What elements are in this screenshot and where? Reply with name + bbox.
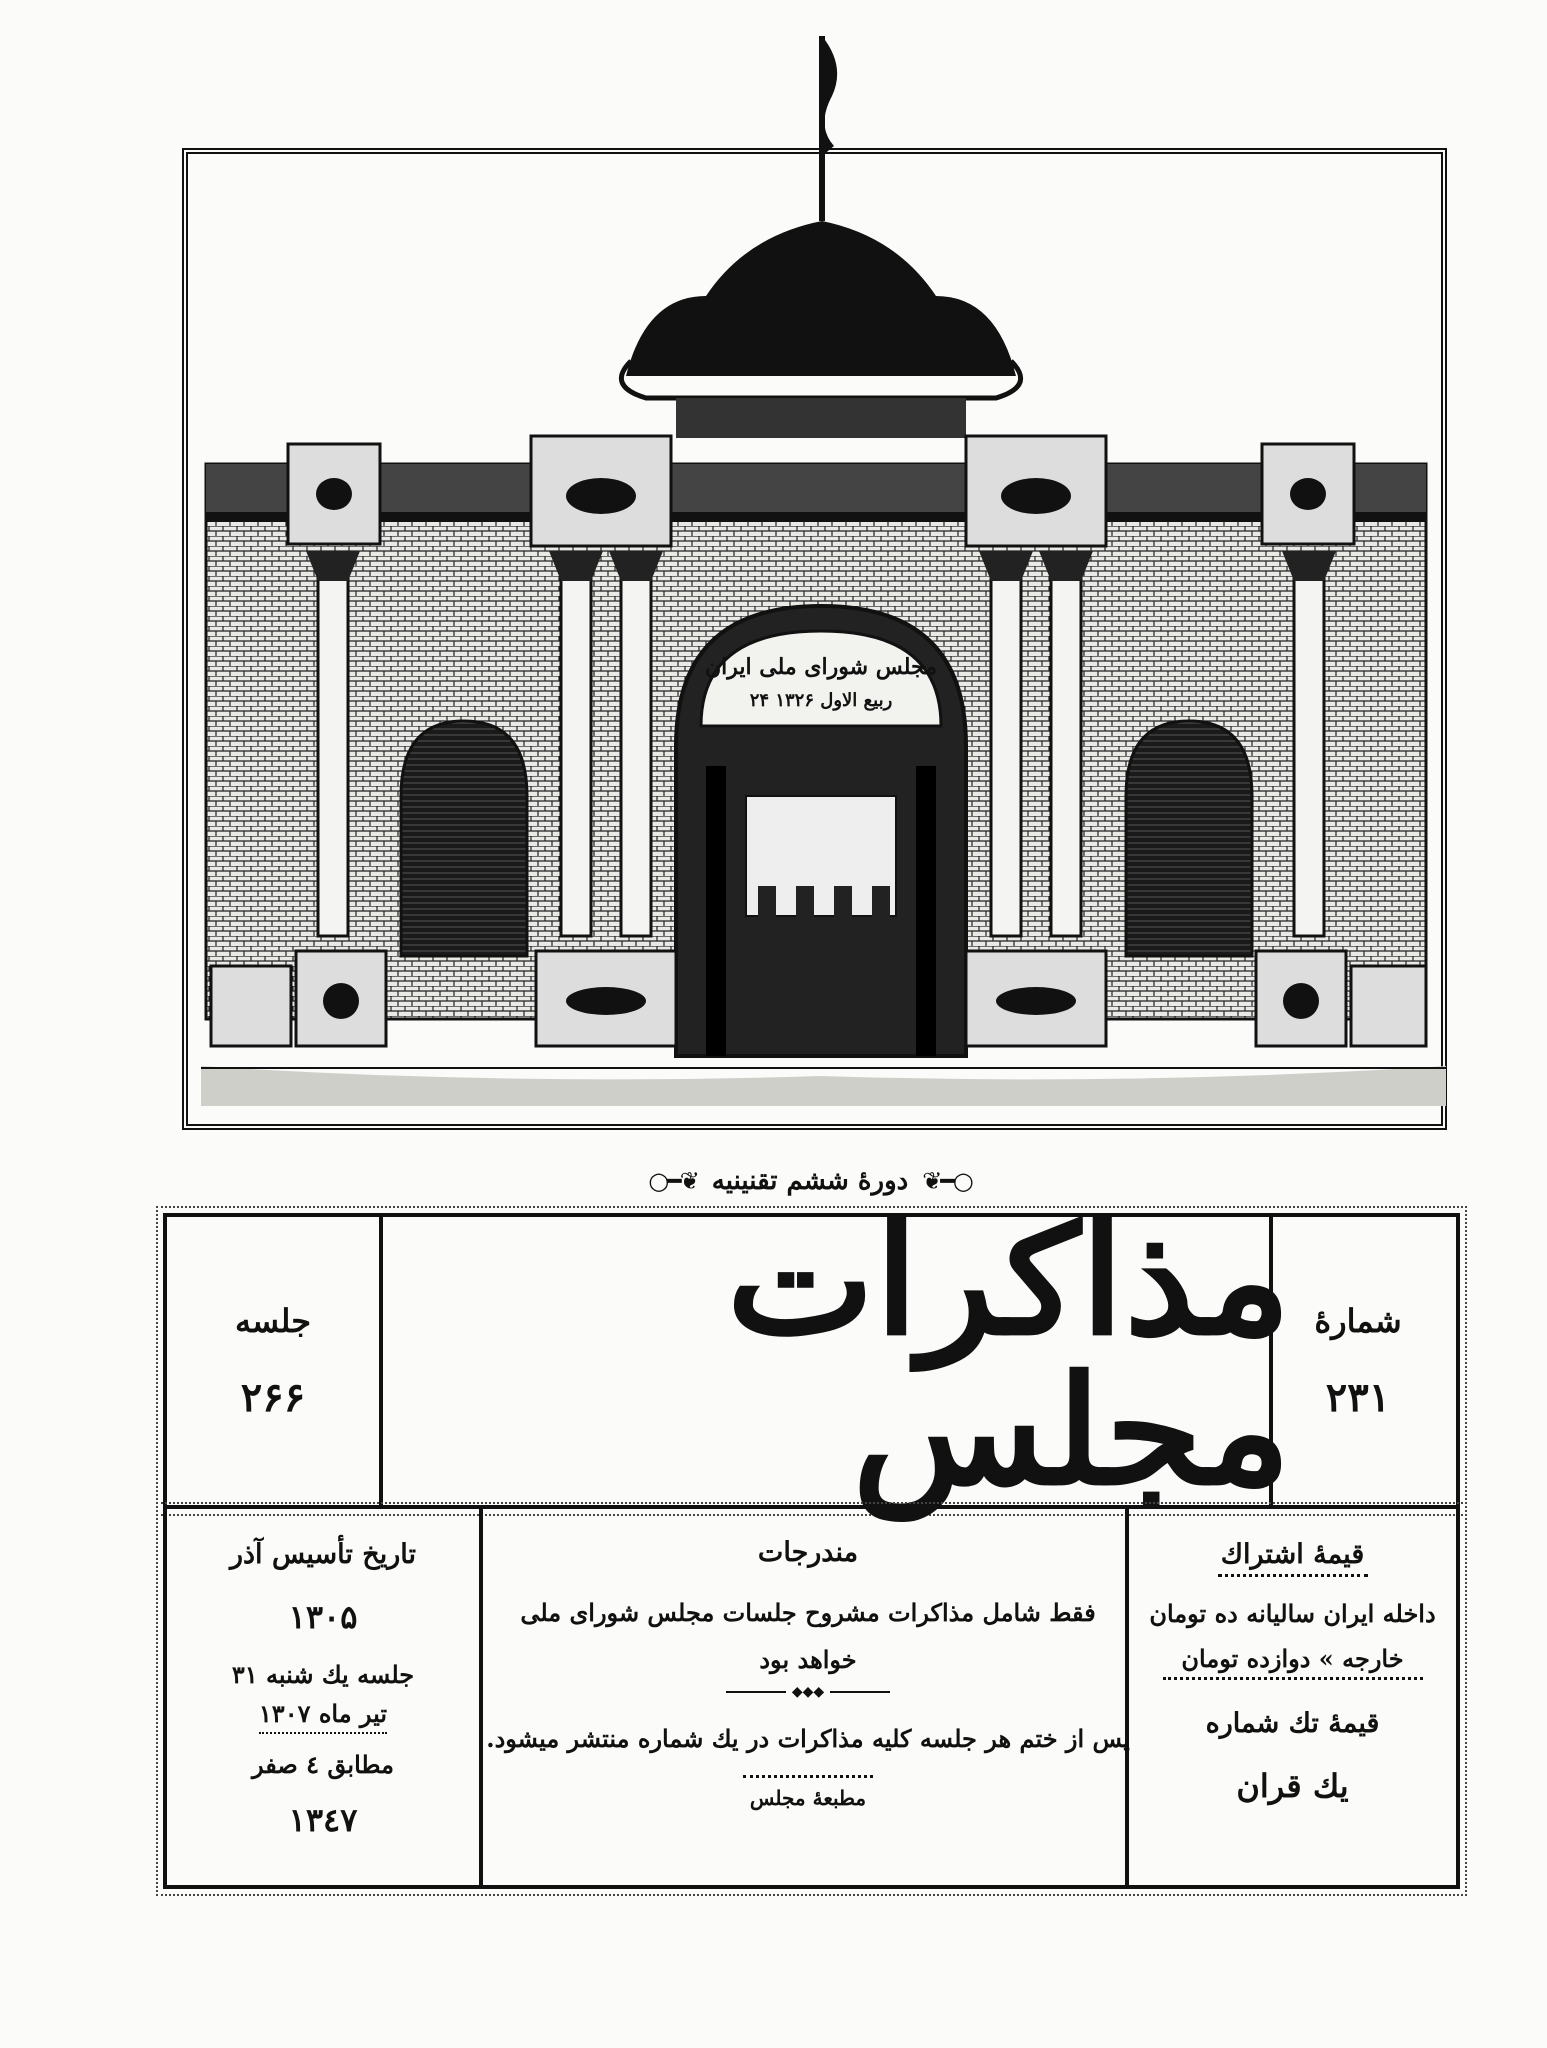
session-month: تیر ماه ۱۳۰۷ xyxy=(259,1699,387,1734)
printer-name: مطبعهٔ مجلس xyxy=(749,1786,867,1810)
divider xyxy=(1218,1574,1368,1577)
single-issue-heading: قیمهٔ تك شماره xyxy=(1205,1708,1380,1739)
founding-label: تاریخ تأسیس آذر xyxy=(229,1539,417,1570)
ornament-right-icon: ○━❦ xyxy=(922,1167,972,1195)
session-number: ۲۶۶ xyxy=(240,1373,306,1421)
ornament-left-icon: ❦━○ xyxy=(648,1167,698,1195)
divider xyxy=(743,1775,873,1778)
issue-label: شمارهٔ xyxy=(1314,1301,1402,1340)
contents-column xyxy=(483,1509,1133,1885)
masthead xyxy=(163,1193,1460,1519)
founding-year: ۱۳۰۵ xyxy=(288,1598,358,1636)
contents-line-2: خواهد بود xyxy=(759,1645,857,1674)
divider xyxy=(1163,1677,1423,1680)
illustration-frame xyxy=(182,148,1447,1130)
contents-line-1: فقط شامل مذاکرات مشروح جلسات مجلس شورای ملی xyxy=(520,1598,1096,1627)
domestic-price: داخله ایران سالیانه ده تومان xyxy=(1149,1599,1436,1628)
founding-column xyxy=(167,1509,483,1885)
session-box xyxy=(167,1217,379,1505)
subscription-heading: قیمهٔ اشتراك xyxy=(1220,1539,1365,1570)
legislative-period: دورهٔ ششم تقنینیه xyxy=(711,1166,909,1196)
foreign-price: خارجه » دوازده تومان xyxy=(1181,1644,1404,1673)
subscription-column xyxy=(1125,1509,1456,1885)
contents-line-3: پس از ختم هر جلسه کلیه مذاکرات در یك شماره منتشر میشود. xyxy=(486,1724,1130,1753)
hijri-year: ۱۳٤۷ xyxy=(288,1801,358,1839)
info-box xyxy=(163,1509,1460,1889)
session-label: جلسه xyxy=(234,1301,312,1340)
majlis-gate-illustration xyxy=(6,6,1547,1146)
newspaper-title: مذاکرات مجلس xyxy=(726,1193,1292,1519)
contents-heading: مندرجات xyxy=(757,1537,859,1568)
arch-inscription-1: مجلس شورای ملی ایران xyxy=(704,654,938,680)
arch-inscription-2: ۲۴ ربیع الاول ۱۳۲۶ xyxy=(749,690,893,711)
single-issue-price: یك قران xyxy=(1236,1767,1349,1805)
issue-number: ۲۳۱ xyxy=(1325,1373,1391,1421)
divider: ◆◆◆ xyxy=(726,1684,890,1700)
title-box xyxy=(379,1193,1292,1519)
session-day: جلسه یك شنبه ۳۱ xyxy=(231,1660,415,1689)
matching-date: مطابق ٤ صفر xyxy=(252,1750,394,1779)
